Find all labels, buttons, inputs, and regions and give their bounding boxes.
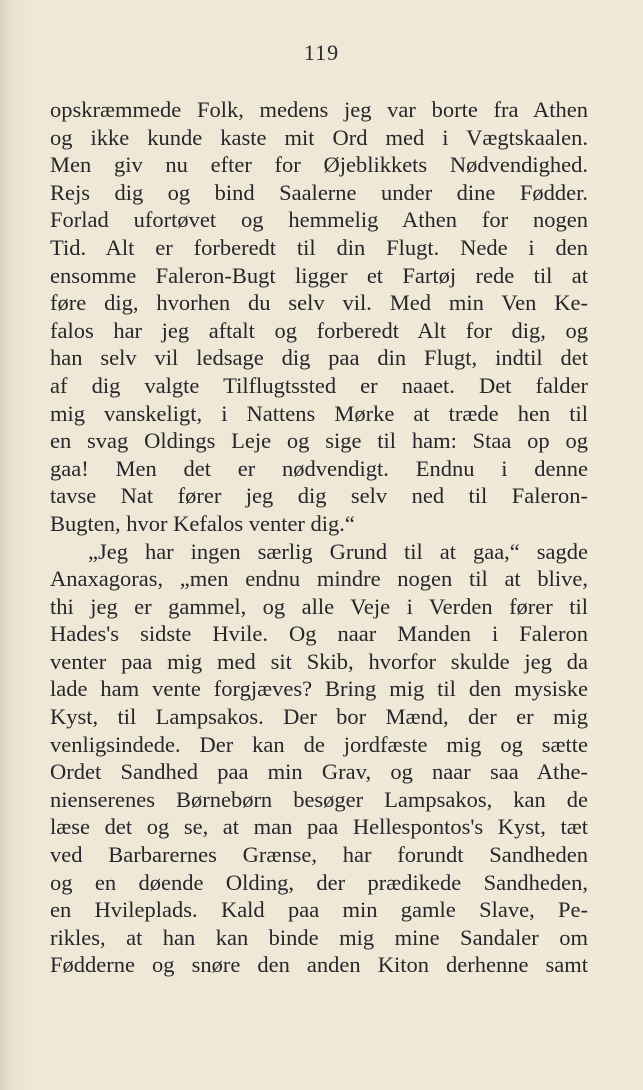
body-text	[50, 96, 588, 979]
text-line: venter paa mig med sit Skib, hvorfor skulde jeg da	[50, 648, 588, 674]
page-number: 119	[303, 40, 340, 65]
text-line: Men giv nu efter for Øjeblikkets Nødvendighed.	[50, 152, 588, 178]
text-line: Fødderne og snøre den anden Kiton derhenne samt	[50, 952, 588, 978]
text-line: og ikke kunde kaste mit Ord med i Vægtskaalen.	[50, 124, 588, 150]
text-line: Ordet Sandhed paa min Grav, og naar saa Athe-	[50, 759, 588, 785]
text-line: falos har jeg aftalt og forberedt Alt for dig, og	[50, 317, 588, 343]
text-line: han selv vil ledsage dig paa din Flugt, indtil det	[50, 345, 588, 371]
text-line: Kyst, til Lampsakos. Der bor Mænd, der er mig	[50, 704, 588, 730]
text-line: ensomme Faleron-Bugt ligger et Fartøj rede til at	[50, 262, 588, 288]
text-line: Anaxagoras, „men endnu mindre nogen til at blive,	[50, 566, 588, 592]
text-line: gaa! Men det er nødvendigt. Endnu i denne	[50, 455, 588, 481]
text-line: af dig valgte Tilflugtssted er naaet. Det falder	[50, 372, 588, 398]
text-line: Forlad ufortøvet og hemmelig Athen for nogen	[50, 207, 588, 233]
text-line: en Hvileplads. Kald paa min gamle Slave, Pe-	[50, 897, 588, 923]
text-line: „Jeg har ingen særlig Grund til at gaa,“ sagde	[88, 538, 588, 564]
text-line: tavse Nat fører jeg dig selv ned til Faleron-	[50, 483, 588, 509]
text-line: lade ham vente forgjæves? Bring mig til den mysiske	[50, 676, 588, 702]
text-line: thi jeg er gammel, og alle Veje i Verden fører til	[50, 593, 588, 619]
text-line: venligsindede. Der kan de jordfæste mig og sætte	[50, 731, 588, 757]
text-line: Hades's sidste Hvile. Og naar Manden i Faleron	[50, 621, 588, 647]
text-line: rikles, at han kan binde mig mine Sandaler om	[50, 924, 588, 950]
text-line: en svag Oldings Leje og sige til ham: Staa op og	[50, 428, 588, 454]
text-line: læse det og se, at man paa Hellespontos's Kyst, tæt	[50, 814, 588, 840]
text-line: Rejs dig og bind Saalerne under dine Fødder.	[50, 179, 588, 205]
text-line: og en døende Olding, der prædikede Sandheden,	[50, 869, 588, 895]
text-line: ved Barbarernes Grænse, har forundt Sandheden	[50, 842, 588, 868]
text-line: Bugten, hvor Kefalos venter dig.“	[50, 510, 355, 536]
text-line: mig vanskeligt, i Nattens Mørke at træde hen til	[50, 400, 588, 426]
text-line: nienserenes Børnebørn besøger Lampsakos, kan de	[50, 786, 588, 812]
text-line: Tid. Alt er forberedt til din Flugt. Nede i den	[50, 234, 588, 260]
text-line: føre dig, hvorhen du selv vil. Med min Ven Ke-	[50, 290, 588, 316]
text-line: opskræmmede Folk, medens jeg var borte fra Athen	[50, 97, 588, 122]
